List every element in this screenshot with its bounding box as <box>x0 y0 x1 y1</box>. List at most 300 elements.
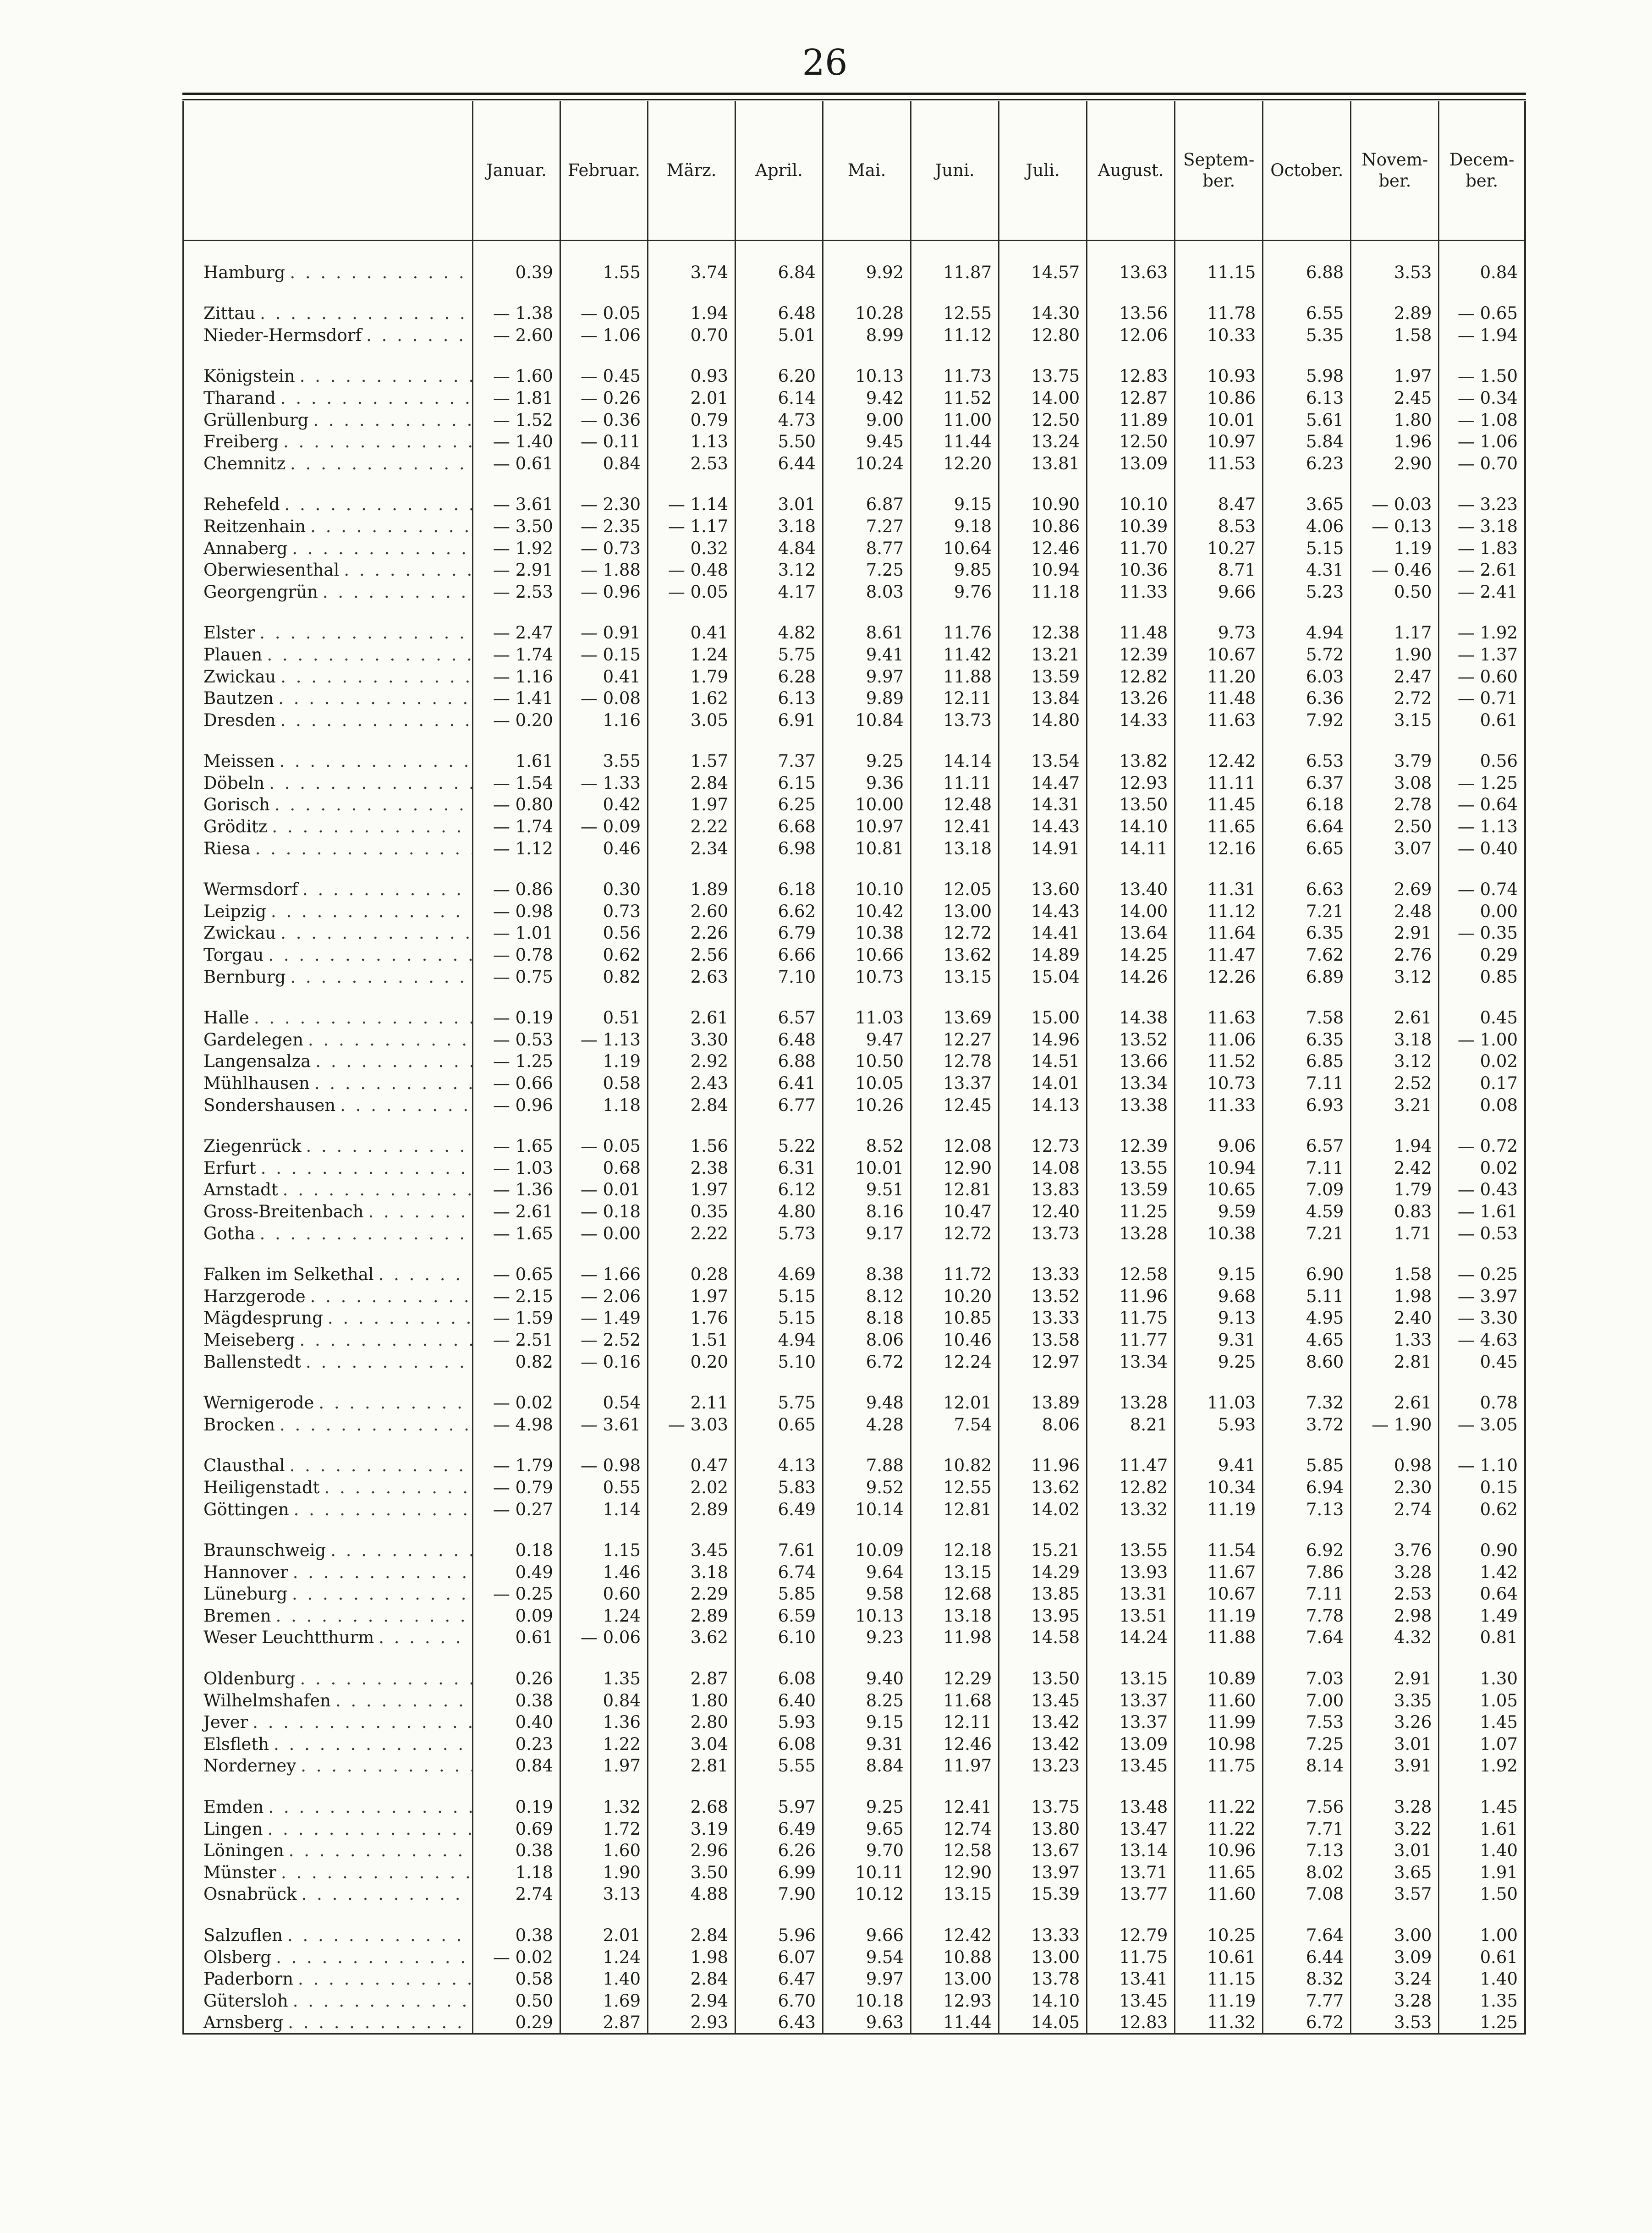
station-name: Tharand <box>203 388 276 408</box>
temperature-cell: — 0.34 <box>1439 387 1525 409</box>
temperature-cell: — 3.03 <box>648 1414 735 1436</box>
temperature-cell: 7.64 <box>1263 1924 1351 1946</box>
group-gap-row <box>183 283 1525 302</box>
temperature-cell: 14.30 <box>999 302 1087 324</box>
station-name: Riesa <box>203 838 251 858</box>
temperature-cell: 13.33 <box>999 1264 1087 1286</box>
leader-dots <box>255 302 472 324</box>
temperature-cell: 1.97 <box>648 1179 735 1201</box>
temperature-cell: 6.48 <box>735 302 823 324</box>
temperature-cell: 9.51 <box>823 1179 911 1201</box>
leader-dots <box>287 538 472 559</box>
table-row <box>183 944 1525 966</box>
temperature-cell: 8.52 <box>823 1135 911 1157</box>
temperature-cell: — 1.13 <box>1439 815 1525 837</box>
temperature-cell: 10.39 <box>1087 515 1175 537</box>
temperature-cell: 0.81 <box>1439 1627 1525 1649</box>
temperature-cell: 12.41 <box>911 815 999 837</box>
temperature-cell: — 0.08 <box>560 688 648 710</box>
temperature-cell: 9.36 <box>823 772 911 794</box>
temperature-cell: — 0.61 <box>472 452 560 474</box>
group-gap-row <box>183 1244 1525 1264</box>
temperature-cell: 11.88 <box>1175 1627 1263 1649</box>
temperature-cell: 11.67 <box>1175 1561 1263 1583</box>
temperature-cell: — 1.33 <box>560 772 648 794</box>
table-row <box>183 772 1525 794</box>
temperature-cell: 11.52 <box>911 387 999 409</box>
temperature-cell: 1.61 <box>1439 1818 1525 1840</box>
temperature-cell: 12.79 <box>1087 1924 1175 1946</box>
table-row <box>183 1264 1525 1286</box>
table-row <box>183 1605 1525 1627</box>
temperature-cell: 3.12 <box>735 559 823 581</box>
temperature-cell: 2.29 <box>648 1583 735 1605</box>
temperature-cell: — 1.40 <box>472 431 560 453</box>
group-gap-row <box>183 1436 1525 1455</box>
temperature-cell: 8.02 <box>1263 1861 1351 1883</box>
temperature-cell: 9.25 <box>1175 1351 1263 1373</box>
table-row <box>183 302 1525 324</box>
temperature-cell: 7.77 <box>1263 1990 1351 2012</box>
station-name: Brocken <box>203 1414 275 1435</box>
station-name: Mühlhausen <box>203 1073 310 1093</box>
temperature-cell: 13.52 <box>1087 1028 1175 1050</box>
temperature-cell: 11.12 <box>1175 900 1263 922</box>
temperature-cell: 13.73 <box>911 709 999 731</box>
temperature-cell: 13.15 <box>911 1561 999 1583</box>
temperature-cell: 5.93 <box>735 1711 823 1733</box>
station-name: Mägdesprung <box>203 1308 323 1328</box>
table-row <box>183 666 1525 688</box>
temperature-cell: 3.55 <box>560 750 648 772</box>
temperature-cell: 5.98 <box>1263 365 1351 387</box>
temperature-cell: 13.34 <box>1087 1072 1175 1094</box>
temperature-cell: 3.08 <box>1351 772 1439 794</box>
station-name: Oberwiesenthal <box>203 560 340 580</box>
temperature-cell: 10.61 <box>1175 1946 1263 1968</box>
top-rule <box>182 93 1526 95</box>
temperature-cell: — 1.54 <box>472 772 560 794</box>
temperature-cell: — 0.46 <box>1351 559 1439 581</box>
temperature-cell: 4.82 <box>735 622 823 644</box>
table-row <box>183 2012 1525 2034</box>
temperature-cell: 2.53 <box>1351 1583 1439 1605</box>
temperature-cell: 11.48 <box>1087 622 1175 644</box>
temperature-cell: 0.38 <box>472 1924 560 1946</box>
temperature-cell: — 1.94 <box>1439 324 1525 346</box>
temperature-cell: 10.25 <box>1175 1924 1263 1946</box>
temperature-cell: 0.19 <box>472 1796 560 1818</box>
station-name: Lingen <box>203 1819 263 1839</box>
temperature-cell: 2.91 <box>1351 1667 1439 1689</box>
temperature-cell: 12.90 <box>911 1861 999 1883</box>
station-name: Gütersloh <box>203 1991 288 2011</box>
temperature-cell: 6.88 <box>735 1050 823 1072</box>
temperature-cell: 2.72 <box>1351 688 1439 710</box>
temperature-cell: 6.35 <box>1263 922 1351 944</box>
temperature-cell: 10.67 <box>1175 1583 1263 1605</box>
temperature-cell: 6.66 <box>735 944 823 966</box>
temperature-cell: 3.65 <box>1351 1861 1439 1883</box>
temperature-cell: 13.50 <box>1087 794 1175 816</box>
temperature-cell: 7.21 <box>1263 1222 1351 1244</box>
temperature-cell: 11.33 <box>1175 1094 1263 1116</box>
temperature-cell: 1.45 <box>1439 1796 1525 1818</box>
station-name: Clausthal <box>203 1456 285 1476</box>
station-name: Bremen <box>203 1606 271 1626</box>
temperature-cell: 4.17 <box>735 581 823 603</box>
temperature-cell: 1.51 <box>648 1329 735 1351</box>
temperature-cell: 3.22 <box>1351 1818 1439 1840</box>
table-row <box>183 1733 1525 1755</box>
temperature-cell: 2.94 <box>648 1990 735 2012</box>
temperature-cell: 0.49 <box>472 1561 560 1583</box>
temperature-cell: — 3.61 <box>560 1414 648 1436</box>
temperature-cell: 0.18 <box>472 1540 560 1562</box>
temperature-cell: 6.88 <box>1263 261 1351 283</box>
station-name-cell <box>183 1605 472 1627</box>
leader-dots <box>274 750 472 772</box>
temperature-cell: 14.26 <box>1087 966 1175 988</box>
temperature-cell: — 0.05 <box>560 1135 648 1157</box>
station-name-cell <box>183 1498 472 1520</box>
temperature-cell: 5.93 <box>1175 1414 1263 1436</box>
temperature-cell: 6.57 <box>1263 1135 1351 1157</box>
temperature-cell: 13.00 <box>911 900 999 922</box>
temperature-cell: 12.40 <box>999 1200 1087 1222</box>
table-row <box>183 1135 1525 1157</box>
temperature-cell: 10.13 <box>823 1605 911 1627</box>
temperature-cell: 7.21 <box>1263 900 1351 922</box>
temperature-cell: 6.89 <box>1263 966 1351 988</box>
station-name-cell <box>183 1561 472 1583</box>
temperature-cell: 9.23 <box>823 1627 911 1649</box>
temperature-cell: 13.62 <box>999 1476 1087 1498</box>
temperature-cell: 2.87 <box>648 1667 735 1689</box>
temperature-cell: 5.84 <box>1263 431 1351 453</box>
temperature-cell: 0.42 <box>560 794 648 816</box>
temperature-cell: 0.30 <box>560 879 648 901</box>
temperature-cell: 14.38 <box>1087 1007 1175 1029</box>
station-name: Torgau <box>203 945 264 965</box>
temperature-cell: 14.10 <box>999 1990 1087 2012</box>
temperature-cell: 10.81 <box>823 837 911 859</box>
temperature-cell: 13.58 <box>999 1329 1087 1351</box>
station-name: Bautzen <box>203 688 274 709</box>
temperature-cell: 4.73 <box>735 409 823 431</box>
temperature-cell: 10.85 <box>911 1307 999 1329</box>
temperature-cell: 3.18 <box>735 515 823 537</box>
temperature-cell: 12.46 <box>911 1733 999 1755</box>
temperature-cell: 8.12 <box>823 1285 911 1307</box>
temperature-cell: 5.96 <box>735 1924 823 1946</box>
table-row <box>183 324 1525 346</box>
temperature-cell: 7.62 <box>1263 944 1351 966</box>
temperature-cell: 2.61 <box>648 1007 735 1029</box>
temperature-cell: — 0.19 <box>472 1007 560 1029</box>
station-name-cell <box>183 409 472 431</box>
temperature-cell: — 1.61 <box>1439 1200 1525 1222</box>
table-row <box>183 1329 1525 1351</box>
temperature-cell: 5.50 <box>735 431 823 453</box>
temperature-cell: 1.79 <box>648 666 735 688</box>
temperature-cell: 6.36 <box>1263 688 1351 710</box>
station-name: Norderney <box>203 1756 296 1776</box>
leader-dots <box>295 1329 472 1351</box>
temperature-cell: 1.91 <box>1439 1861 1525 1883</box>
temperature-cell: 8.61 <box>823 622 911 644</box>
temperature-cell: 6.15 <box>735 772 823 794</box>
table-row <box>183 1924 1525 1946</box>
temperature-cell: 7.78 <box>1263 1605 1351 1627</box>
temperature-cell: 9.64 <box>823 1561 911 1583</box>
temperature-cell: 14.47 <box>999 772 1087 794</box>
temperature-cell: — 0.96 <box>560 581 648 603</box>
temperature-cell: 10.88 <box>911 1946 999 1968</box>
temperature-cell: 5.85 <box>735 1583 823 1605</box>
temperature-cell: 6.84 <box>735 261 823 283</box>
temperature-cell: 3.30 <box>648 1028 735 1050</box>
table-row <box>183 1179 1525 1201</box>
temperature-cell: 13.84 <box>999 688 1087 710</box>
temperature-cell: 7.32 <box>1263 1392 1351 1414</box>
leader-dots <box>284 1840 472 1861</box>
station-name: Chemnitz <box>203 453 286 473</box>
station-name-cell <box>183 1946 472 1968</box>
station-name-cell <box>183 1135 472 1157</box>
temperature-cell: 2.89 <box>1351 302 1439 324</box>
temperature-cell: 7.54 <box>911 1414 999 1436</box>
temperature-cell: 4.32 <box>1351 1627 1439 1649</box>
temperature-cell: 5.23 <box>1263 581 1351 603</box>
temperature-cell: 11.78 <box>1175 302 1263 324</box>
temperature-cell: 11.11 <box>911 772 999 794</box>
temperature-cell: 13.45 <box>999 1689 1087 1711</box>
temperature-cell: 2.01 <box>648 387 735 409</box>
temperature-cell: 13.34 <box>1087 1351 1175 1373</box>
temperature-cell: 8.21 <box>1087 1414 1175 1436</box>
temperature-cell: 12.38 <box>999 622 1087 644</box>
temperature-cell: 6.64 <box>1263 815 1351 837</box>
temperature-cell: 6.77 <box>735 1094 823 1116</box>
temperature-cell: 3.28 <box>1351 1796 1439 1818</box>
station-name-cell <box>183 431 472 453</box>
temperature-cell: 3.28 <box>1351 1561 1439 1583</box>
temperature-cell: 13.64 <box>1087 922 1175 944</box>
temperature-cell: — 1.10 <box>1439 1455 1525 1477</box>
header-station <box>183 101 472 241</box>
station-name-cell <box>183 1540 472 1562</box>
temperature-cell: 14.10 <box>1087 815 1175 837</box>
group-gap-row <box>183 1116 1525 1135</box>
temperature-cell: 1.57 <box>648 750 735 772</box>
temperature-cell: 14.33 <box>1087 709 1175 731</box>
temperature-cell: 6.99 <box>735 1861 823 1883</box>
temperature-cell: 11.77 <box>1087 1329 1175 1351</box>
page-number: 26 <box>802 42 848 83</box>
temperature-cell: 3.12 <box>1351 1050 1439 1072</box>
leader-dots <box>303 1029 472 1050</box>
temperature-cell: — 0.43 <box>1439 1179 1525 1201</box>
temperature-cell: 1.55 <box>560 261 648 283</box>
leader-dots <box>276 922 472 944</box>
temperature-cell: — 1.60 <box>472 365 560 387</box>
temperature-cell: 14.24 <box>1087 1627 1175 1649</box>
temperature-cell: 2.22 <box>648 815 735 837</box>
temperature-cell: 13.55 <box>1087 1157 1175 1179</box>
temperature-cell: 0.09 <box>472 1605 560 1627</box>
temperature-cell: — 0.98 <box>472 900 560 922</box>
table-row <box>183 1968 1525 1990</box>
temperature-cell: 12.26 <box>1175 966 1263 988</box>
temperature-cell: 3.26 <box>1351 1711 1439 1733</box>
temperature-cell: 0.29 <box>1439 944 1525 966</box>
temperature-cell: 12.80 <box>999 324 1087 346</box>
temperature-cell: 6.59 <box>735 1605 823 1627</box>
temperature-cell: 4.13 <box>735 1455 823 1477</box>
temperature-cell: 12.73 <box>999 1135 1087 1157</box>
temperature-cell: — 0.98 <box>560 1455 648 1477</box>
monthly-temperature-table <box>182 101 1526 2035</box>
temperature-cell: 1.94 <box>1351 1135 1439 1157</box>
temperature-cell: 12.83 <box>1087 2012 1175 2034</box>
table-row <box>183 794 1525 816</box>
temperature-cell: 1.50 <box>1439 1883 1525 1905</box>
table-row <box>183 1689 1525 1711</box>
temperature-cell: 2.01 <box>560 1924 648 1946</box>
temperature-cell: 1.36 <box>560 1711 648 1733</box>
station-name-cell <box>183 537 472 559</box>
temperature-cell: 9.89 <box>823 688 911 710</box>
leader-dots <box>249 1007 472 1028</box>
temperature-cell: 12.78 <box>911 1050 999 1072</box>
temperature-cell: — 0.05 <box>648 581 735 603</box>
temperature-cell: 5.55 <box>735 1755 823 1777</box>
temperature-cell: 12.82 <box>1087 1476 1175 1498</box>
temperature-cell: 9.45 <box>823 431 911 453</box>
temperature-cell: 0.47 <box>648 1455 735 1477</box>
temperature-cell: 3.50 <box>648 1861 735 1883</box>
temperature-cell: 11.03 <box>1175 1392 1263 1414</box>
temperature-cell: 4.94 <box>1263 622 1351 644</box>
temperature-cell: 6.72 <box>823 1351 911 1373</box>
temperature-cell: 11.06 <box>1175 1028 1263 1050</box>
temperature-cell: 12.24 <box>911 1351 999 1373</box>
temperature-cell: 8.84 <box>823 1755 911 1777</box>
leader-dots <box>298 879 472 900</box>
temperature-cell: 6.10 <box>735 1627 823 1649</box>
temperature-cell: 7.58 <box>1263 1007 1351 1029</box>
station-name-cell <box>183 1094 472 1116</box>
temperature-cell: 6.13 <box>1263 387 1351 409</box>
table-row <box>183 581 1525 603</box>
table-row <box>183 1351 1525 1373</box>
temperature-cell: 9.59 <box>1175 1200 1263 1222</box>
leader-dots <box>285 453 472 474</box>
temperature-cell: 3.09 <box>1351 1946 1439 1968</box>
table-row <box>183 1990 1525 2012</box>
temperature-cell: 7.64 <box>1263 1627 1351 1649</box>
temperature-cell: 11.19 <box>1175 1498 1263 1520</box>
temperature-cell: 12.16 <box>1175 837 1263 859</box>
temperature-cell: 1.33 <box>1351 1329 1439 1351</box>
station-name: Reitzenhain <box>203 516 306 536</box>
leader-dots <box>302 1135 472 1157</box>
temperature-cell: 8.53 <box>1175 515 1263 537</box>
temperature-cell: 13.51 <box>1087 1605 1175 1627</box>
temperature-cell: 8.25 <box>823 1689 911 1711</box>
temperature-cell: 8.71 <box>1175 559 1263 581</box>
table-row <box>183 1392 1525 1414</box>
table-row <box>183 515 1525 537</box>
table-row <box>183 494 1525 516</box>
temperature-cell: — 0.15 <box>560 644 648 666</box>
temperature-cell: 14.14 <box>911 750 999 772</box>
temperature-cell: 5.22 <box>735 1135 823 1157</box>
temperature-cell: 4.06 <box>1263 515 1351 537</box>
temperature-cell: 3.74 <box>648 261 735 283</box>
temperature-cell: 0.58 <box>560 1072 648 1094</box>
temperature-cell: 12.11 <box>911 1711 999 1733</box>
temperature-cell: 10.10 <box>1087 494 1175 516</box>
temperature-cell: 7.61 <box>735 1540 823 1562</box>
temperature-cell: 0.55 <box>560 1476 648 1498</box>
table-row <box>183 1755 1525 1777</box>
leader-dots <box>276 666 472 688</box>
temperature-cell: 10.97 <box>823 815 911 837</box>
temperature-cell: 1.18 <box>560 1094 648 1116</box>
temperature-cell: 12.11 <box>911 688 999 710</box>
station-name-cell <box>183 944 472 966</box>
temperature-cell: 0.40 <box>472 1711 560 1733</box>
temperature-cell: — 0.13 <box>1351 515 1439 537</box>
temperature-cell: 10.12 <box>823 1883 911 1905</box>
station-name-cell <box>183 1755 472 1777</box>
group-gap-row <box>183 1776 1525 1796</box>
temperature-cell: 12.50 <box>1087 431 1175 453</box>
temperature-cell: 0.84 <box>560 452 648 474</box>
temperature-cell: 11.54 <box>1175 1540 1263 1562</box>
temperature-cell: 8.38 <box>823 1264 911 1286</box>
temperature-cell: 13.37 <box>1087 1689 1175 1711</box>
leader-dots <box>263 944 472 966</box>
temperature-cell: 5.75 <box>735 1392 823 1414</box>
temperature-cell: 6.47 <box>735 1968 823 1990</box>
temperature-cell: 2.98 <box>1351 1605 1439 1627</box>
temperature-cell: 6.70 <box>735 1990 823 2012</box>
temperature-cell: 11.15 <box>1175 1968 1263 1990</box>
temperature-cell: 1.90 <box>560 1861 648 1883</box>
temperature-cell: 7.13 <box>1263 1498 1351 1520</box>
temperature-cell: — 2.47 <box>472 622 560 644</box>
temperature-cell: — 2.41 <box>1439 581 1525 603</box>
temperature-cell: 2.30 <box>1351 1476 1439 1498</box>
temperature-cell: 10.11 <box>823 1861 911 1883</box>
temperature-cell: 10.94 <box>1175 1157 1263 1179</box>
leader-dots <box>286 966 472 988</box>
temperature-cell: 12.48 <box>911 794 999 816</box>
temperature-cell: 10.38 <box>823 922 911 944</box>
temperature-cell: 6.44 <box>735 452 823 474</box>
temperature-cell: 2.45 <box>1351 387 1439 409</box>
temperature-cell: 14.11 <box>1087 837 1175 859</box>
leader-dots <box>308 409 472 431</box>
station-name-cell <box>183 1968 472 1990</box>
table-row <box>183 1028 1525 1050</box>
leader-dots <box>297 1883 472 1905</box>
temperature-cell: 3.04 <box>648 1733 735 1755</box>
temperature-cell: 3.76 <box>1351 1540 1439 1562</box>
